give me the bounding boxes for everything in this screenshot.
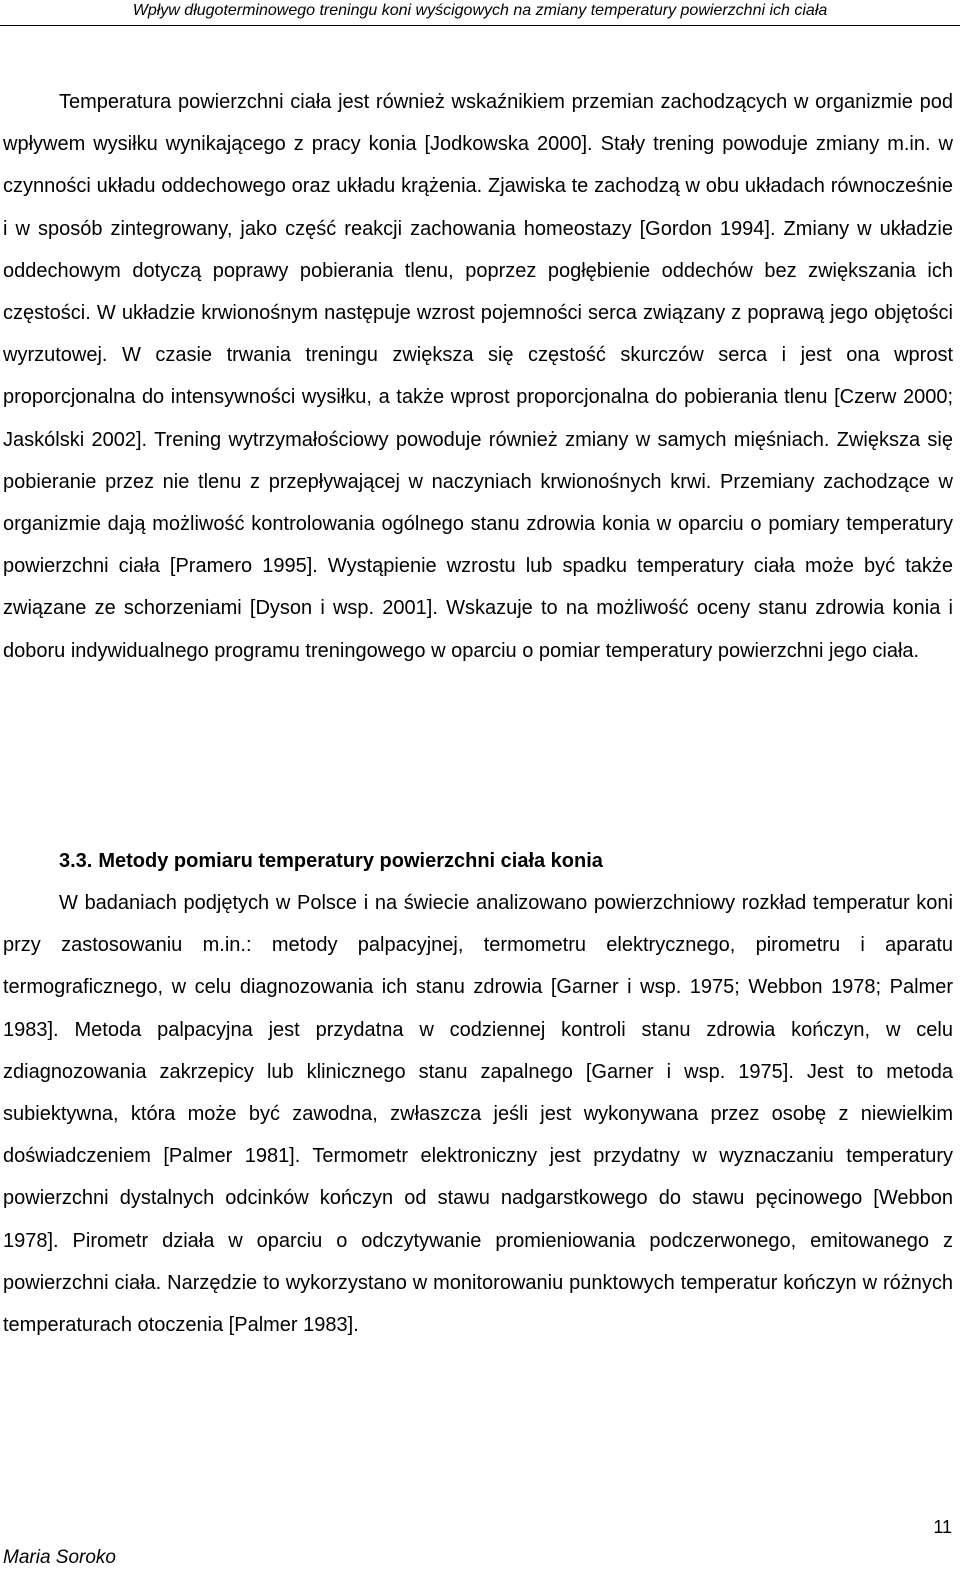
section-number: 3.3. (59, 850, 93, 872)
paragraph-body-temperature (3, 81, 953, 672)
paragraph-text: Temperatura powierzchni ciała jest również wskaźnikiem przemian zachodzących w organizmie pod wpływem wysiłku wynikającego z pracy konia [Jodkowska 2000]. Stały trening powoduje zmiany m.in. w czynności układu oddechowego oraz układu krążenia. Zjawiska te zachodzą w obu układach równocześnie i w sposób zintegrowany, jako część reakcji zachowania homeostazy [Gordon 1994]. Zmiany w układzie oddechowym dotyczą poprawy pobierania tlenu, poprzez pogłębienie oddechów bez zwiększania ich częstości. W układzie krwionośnym następuje wzrost pojemności serca związany z poprawą jego objętości wyrzutowej. W czasie trwania treningu zwiększa się częstość skurczów serca i jest ona wprost proporcjonalna do intensywności wysiłku, a także wprost proporcjonalna do pobierania tlenu [Czerw 2000; Jaskólski 2002]. Trening wytrzymałościowy powoduje również zmiany w samych mięśniach. Zwiększa się pobieranie przez nie tlenu z przepływającej w naczyniach krwionośnych krwi. Przemiany zachodzące w organizmie dają możliwość kontrolowania ogólnego stanu zdrowia konia w oparciu o pomiary temperatury powierzchni ciała [Pramero 1995]. Wystąpienie wzrostu lub spadku temperatury ciała może być także związane ze schorzeniami [Dyson i wsp. 2001]. Wskazuje to na możliwość oceny stanu zdrowia konia i doboru indywidualnego programu treningowego w oparciu o pomiar temperatury powierzchni jego ciała. (3, 91, 953, 662)
running-header: Wpływ długoterminowego treningu koni wyścigowych na zmiany temperatury powierzchni ich ciała (132, 2, 828, 19)
header-divider (0, 25, 960, 26)
paragraph-text: W badaniach podjętych w Polsce i na świecie analizowano powierzchniowy rozkład temperatur koni przy zastosowaniu m.in.: metody palpacyjnej, termometru elektrycznego, pirometru i aparatu termograficznego, w celu diagnozowania ich stanu zdrowia [Garner i wsp. 1975; Webbon 1978; Palmer 1983]. Metoda palpacyjna jest przydatna w codziennej kontroli stanu zdrowia kończyn, w celu zdiagnozowania zakrzepicy lub klinicznego stanu zapalnego [Garner i wsp. 1975]. Jest to metoda subiektywna, która może być zawodna, zwłaszcza jeśli jest wykonywana przez osobę z niewielkim doświadczeniem [Palmer 1981]. Termometr elektroniczny jest przydatny w wyznaczaniu temperatury powierzchni dystalnych odcinków kończyn od stawu nadgarstkowego do stawu pęcinowego [Webbon 1978]. Pirometr działa w oparciu o odczytywanie promieniowania podczerwonego, emitowanego z powierzchni ciała. Narzędzie to wykorzystano w monitorowaniu punktowych temperatur kończyn w różnych temperaturach otoczenia [Palmer 1983]. (3, 892, 953, 1337)
section-heading (59, 842, 949, 880)
page-number: 11 (933, 1517, 952, 1537)
paragraph-measurement-methods (3, 882, 953, 1346)
section-title: Metody pomiaru temperatury powierzchni ciała konia (98, 850, 603, 872)
author-name: Maria Soroko (3, 1547, 116, 1568)
